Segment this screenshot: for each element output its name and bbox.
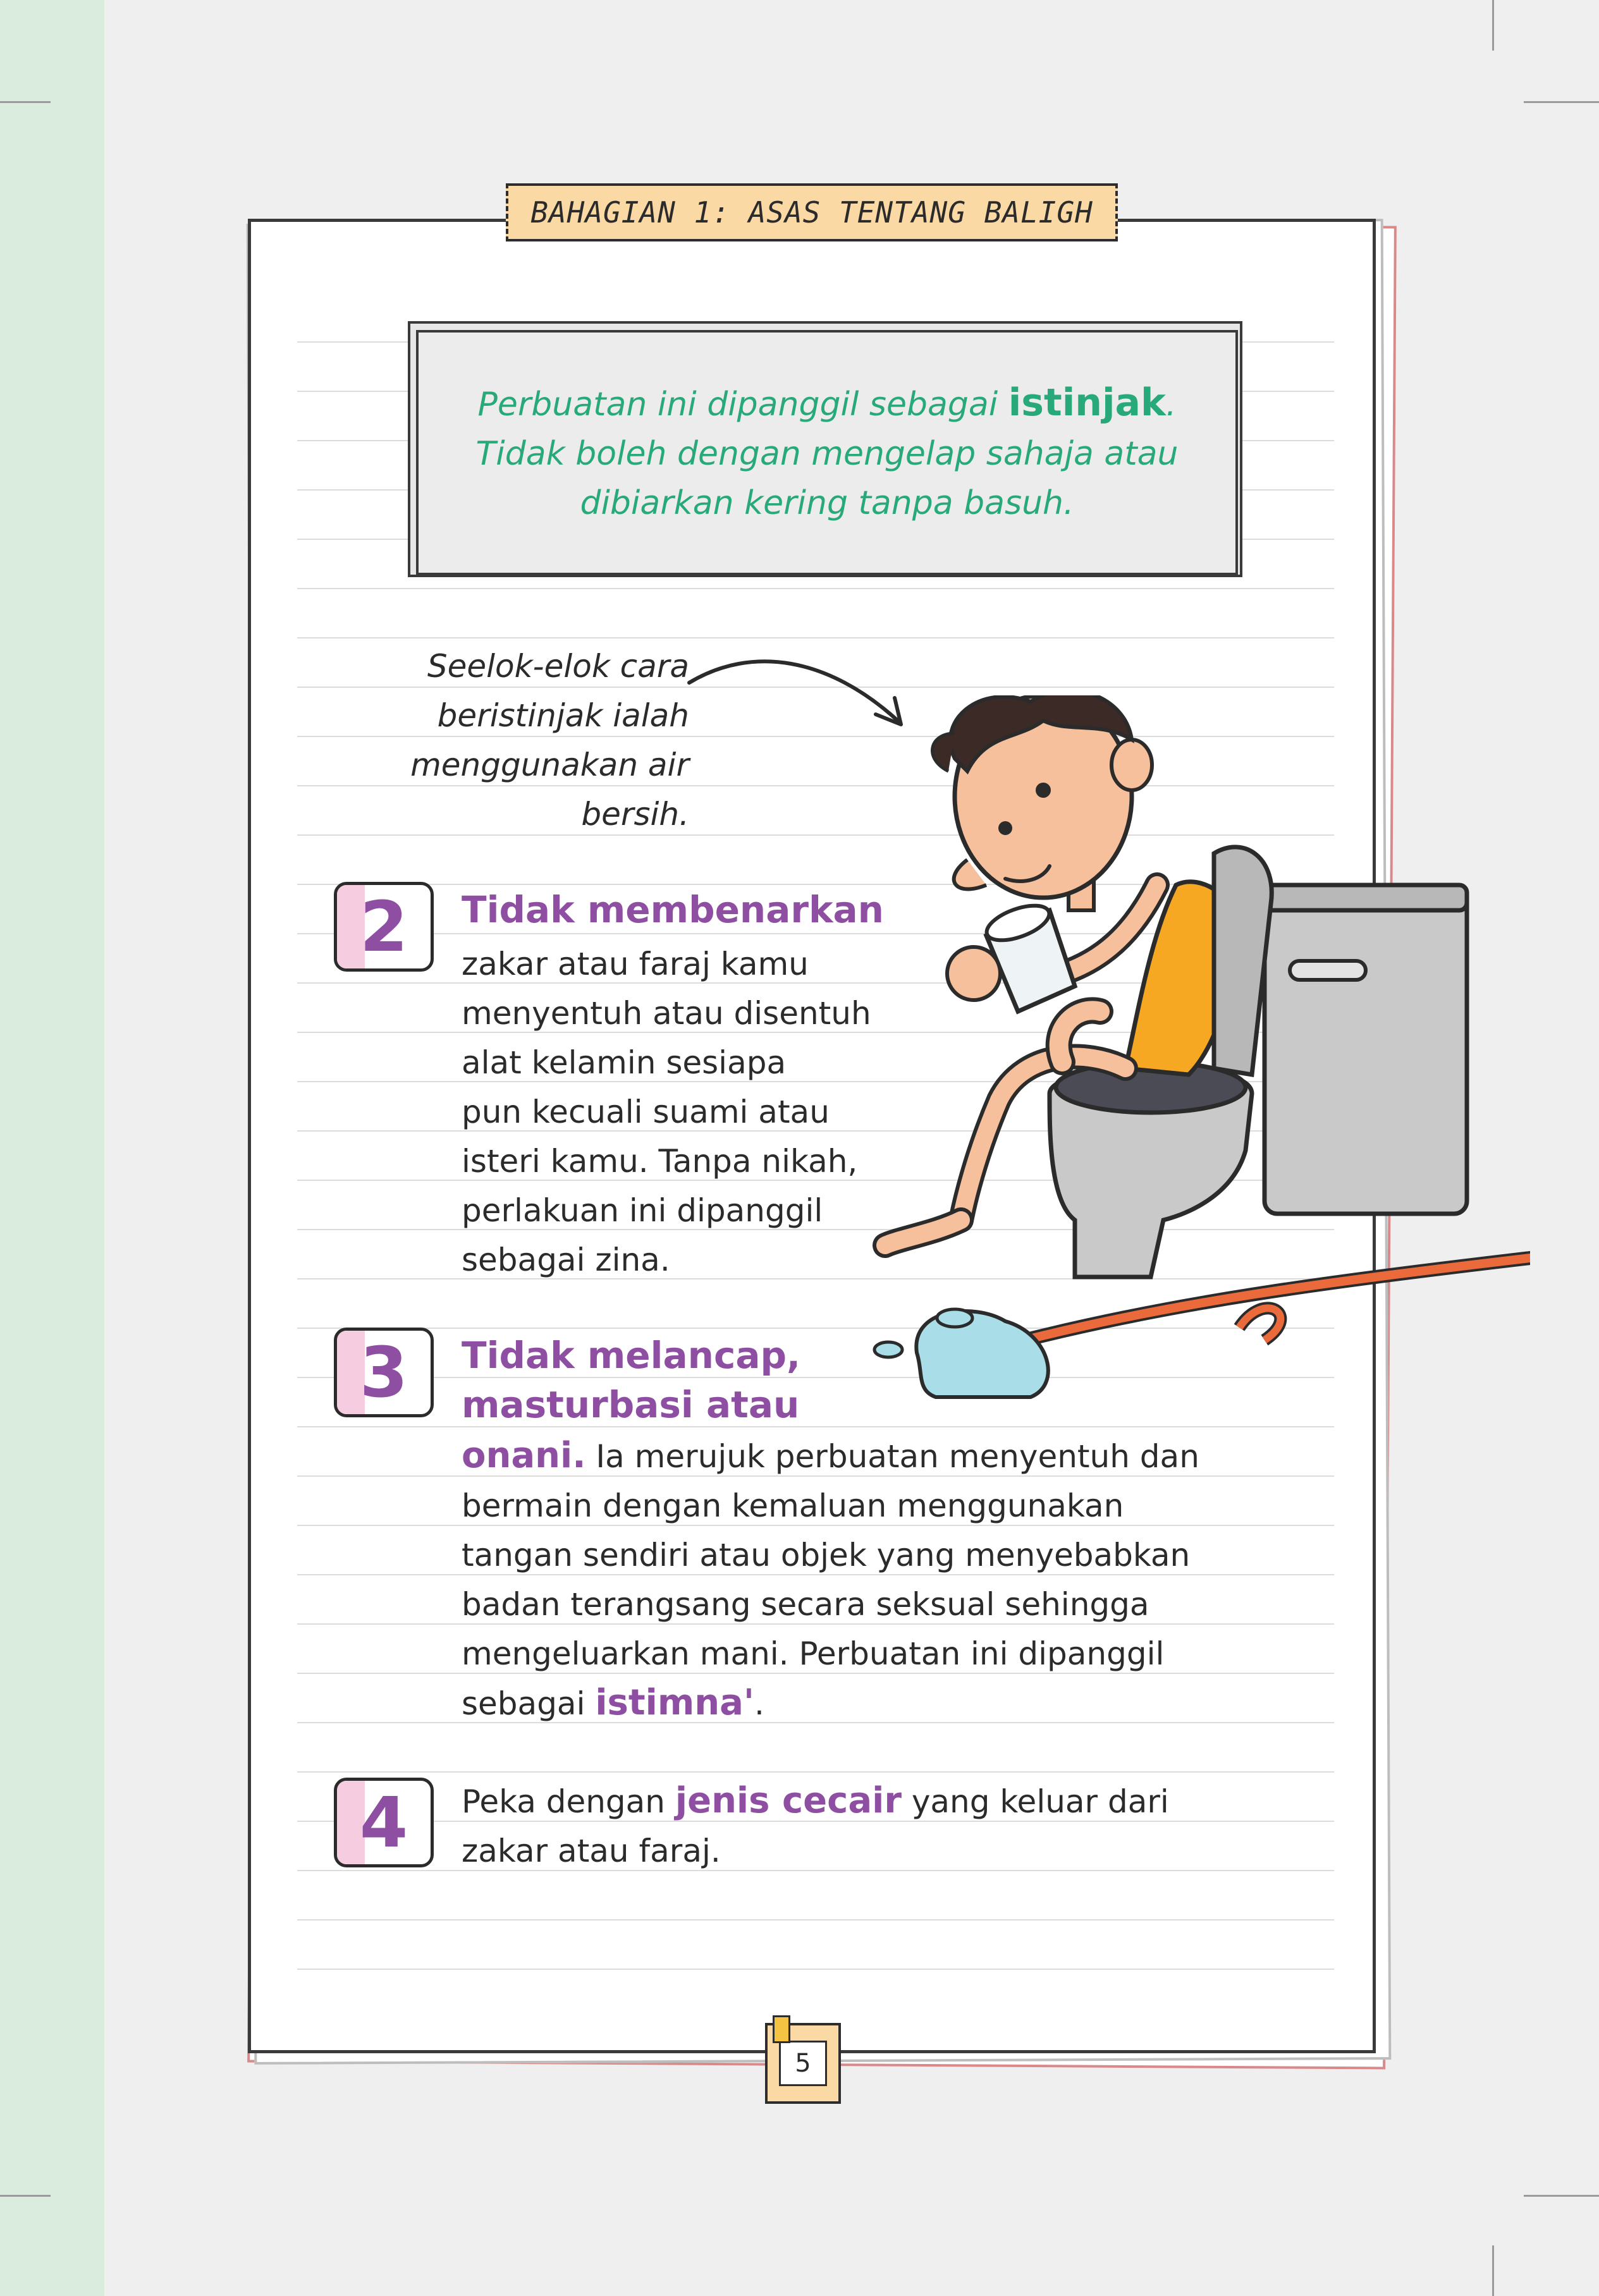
item-2-title: Tidak membenarkan	[462, 888, 884, 931]
item-number-badge: 2	[334, 882, 434, 972]
crop-mark	[0, 101, 51, 103]
page-number: 5	[779, 2041, 827, 2086]
crop-mark	[1524, 101, 1599, 103]
side-note	[310, 642, 689, 839]
ruled-line	[297, 637, 1334, 638]
ruled-line	[297, 588, 1334, 589]
ruled-line	[297, 1969, 1334, 1970]
jenis-cecair-term: jenis cecair	[675, 1780, 902, 1821]
spine-strip	[0, 0, 104, 2296]
crop-mark	[1492, 0, 1494, 51]
item-3-body: onani. Ia merujuk perbuatan menyentuh dan bermain dengan kemaluan menggunakan tangan sendiri atau objek yang menyebabkan badan terangsang secara seksual sehingga mengeluarkan mani. Perbuatan ini dipanggil sebagai istimna'.	[462, 1435, 1199, 1723]
istimna-term: istimna'	[595, 1682, 755, 1723]
item-2-body: zakar atau faraj kamu menyentuh atau disentuh alat kelamin sesiapa pun kecuali suami atau isteri kamu. Tanpa nikah, perlakuan ini dipanggil sebagai zina.	[462, 946, 871, 1278]
callout-line-2: Tidak boleh dengan mengelap sahaja atau	[475, 434, 1179, 473]
item-number-badge: 4	[334, 1778, 434, 1867]
crop-mark	[0, 2195, 51, 2197]
callout-line-3: dibiarkan kering tanpa basuh.	[580, 484, 1074, 522]
side-note-line: Seelok-elok cara	[427, 648, 689, 685]
istinjak-term: istinjak	[1008, 380, 1166, 425]
bookmark-icon	[773, 2015, 790, 2043]
crop-mark	[1524, 2195, 1599, 2197]
side-note-line: menggunakan air bersih.	[410, 747, 689, 833]
callout-line-1: Perbuatan ini dipanggil sebagai istinjak.	[477, 380, 1177, 425]
ruled-line	[297, 1771, 1334, 1773]
item-4-body: Peka dengan jenis cecair yang keluar dari zakar atau faraj.	[462, 1780, 1169, 1869]
section-header-tag	[506, 183, 1118, 241]
onani-term: onani.	[462, 1435, 586, 1476]
ruled-line	[297, 1919, 1334, 1920]
side-note-line: beristinjak ialah	[437, 697, 689, 734]
section-header-label: BAHAGIAN 1: ASAS TENTANG BALIGH	[530, 195, 1093, 229]
ruled-line	[297, 1426, 1334, 1427]
istinjak-callout	[416, 330, 1238, 575]
item-3-title: Tidak melancap, masturbasi atau	[462, 1334, 801, 1426]
crop-mark	[1492, 2245, 1494, 2296]
boy-on-toilet-illustration	[860, 695, 1530, 1416]
item-number-badge: 3	[334, 1328, 434, 1417]
